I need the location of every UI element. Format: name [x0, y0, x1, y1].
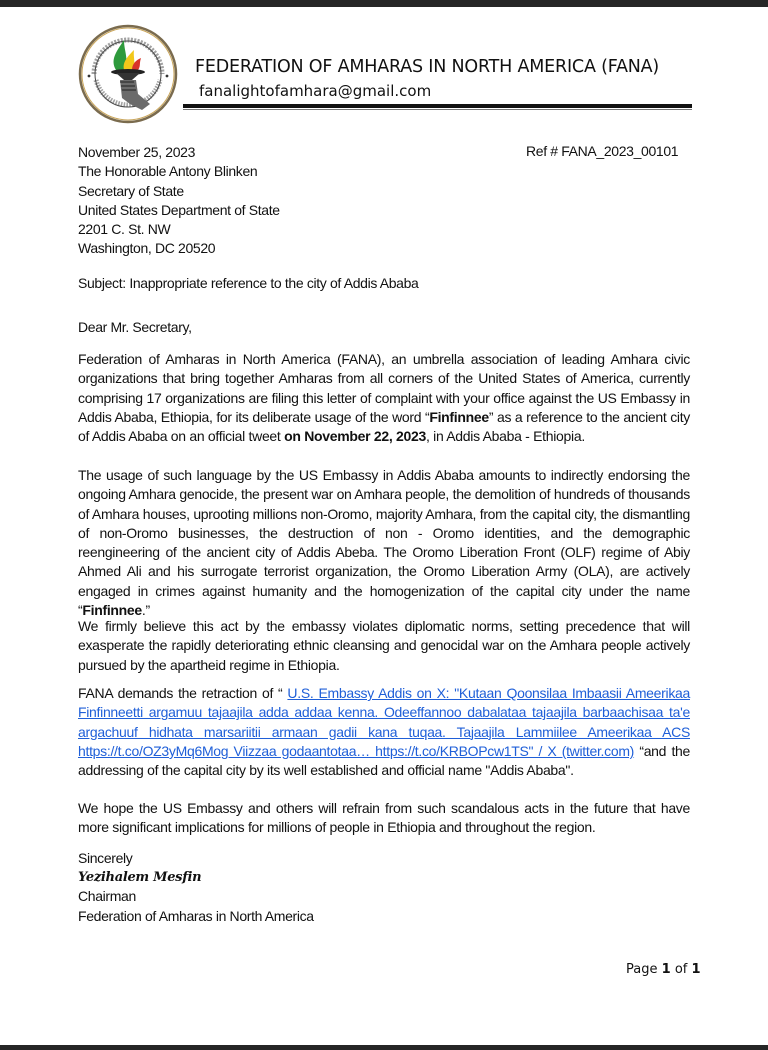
paragraph-1-text: ” as a reference to the ancient city of Addis Ababa on an official tweet [78, 408, 690, 445]
header-rule [183, 104, 692, 108]
signature: Yezihalem Mesfin [78, 870, 202, 886]
header-rule-thin [183, 109, 692, 110]
paragraph-4-text: “and the addressing of the capital city by its well established and official name "Addis Ababa". [78, 742, 691, 779]
paragraph-1 [78, 350, 690, 446]
finfinnee-emphasis: Finfinnee [82, 602, 142, 619]
address-block [78, 143, 690, 259]
recipient-department: United States Department of State [78, 201, 280, 218]
paragraph-2-text: The usage of such language by the US Embassy in Addis Ababa amounts to indirectly endorsing the ongoing Amhara genocide, the present war on Amhara people, the demolition of hundreds of thousands of Amhara houses, uprooting millions non-Oromo, majority Amhara, from the capital city, the dismantling of non-Oromo businesses, the destruction of non - Oromo identities, and the demographic reengineering of the ancient city of Addis Abeba. The Oromo Liberation Front (OLF) regime of Abiy Ahmed Ali and his surrogate terrorist organization, the Oromo Liberation Army (OLA), are actively engaged in crimes against humanity and the homogenization of the capital city under the name “ [78, 467, 690, 619]
signer-organization: Federation of Amharas in North America [78, 907, 314, 924]
closing: Sincerely [78, 850, 133, 866]
page-number [626, 962, 701, 977]
recipient-name: The Honorable Antony Blinken [78, 163, 258, 180]
organization-email: fanalightofamhara@gmail.com [199, 82, 432, 100]
salutation [78, 318, 690, 337]
paragraph-2 [78, 466, 690, 620]
recipient-city: Washington, DC 20520 [78, 240, 216, 257]
salutation-text: Dear Mr. Secretary, [78, 319, 192, 335]
of-label: of [674, 962, 688, 977]
paragraph-5: We hope the US Embassy and others will refrain from such scandalous acts in the future that have more significant implications for millions of people in Ethiopia and throughout the region. [78, 800, 690, 836]
reference-number: Ref # FANA_2023_00101 [526, 143, 679, 159]
recipient-title: Secretary of State [78, 182, 184, 199]
current-page: 1 [661, 962, 671, 977]
subject-line [78, 274, 690, 293]
organization-name: FEDERATION OF AMHARAS IN NORTH AMERICA (FANA) [195, 57, 660, 77]
closing-block [78, 849, 690, 926]
finfinnee-emphasis: Finfinnee [429, 408, 489, 425]
bottom-frame-bar [0, 1045, 768, 1050]
paragraph-1-text: , in Addis Ababa - Ethiopia. [425, 428, 585, 445]
total-pages: 1 [691, 962, 701, 977]
paragraph-4 [78, 684, 690, 780]
top-frame-bar [0, 0, 768, 7]
date-emphasis: on November 22, 2023 [284, 428, 426, 445]
paragraph-4-text: FANA demands the retraction of “ [78, 685, 288, 701]
torch-emblem-icon [78, 24, 178, 124]
paragraph-2-text: .” [141, 602, 150, 619]
page-label: Page [626, 962, 658, 977]
paragraph-1-text: Federation of Amharas in North America (FANA), an umbrella association of leading Amhara civic organizations that bring together Amharas from all corners of the United States of America, currently comprising 17 organizations are filing this letter of complaint with your office against the US Embassy in Addis Ababa, Ethiopia, for its deliberate usage of the word “ [78, 351, 690, 425]
letter-date: November 25, 2023 [78, 144, 196, 160]
recipient-street: 2201 C. St. NW [78, 221, 171, 238]
paragraph-3: We firmly believe this act by the embassy violates diplomatic norms, setting precedence that will exasperate the rapidly deteriorating ethnic cleansing and genocidal war on the Amhara people actively pursued by the apartheid regime in Ethiopia. [78, 618, 690, 673]
signer-title: Chairman [78, 888, 136, 905]
subject-text: Subject: Inappropriate reference to the city of Addis Ababa [78, 275, 419, 291]
tweet-link[interactable]: U.S. Embassy Addis on X: "Kutaan Qoonsilaa Imbaasii Ameerikaa Finfinneetti argamuu tajaajila adda addaa kenna. Odeeffannoo dabalataa tajaajila barbaachisaa ta'e argachuuf hidhata marsariitii armaan gadii kana tuqaa. Tajaajila Lammiilee Ameerikaa ACS https://t.co/OZ3yMq6Mog Viizzaa godaantotaa… https://t.co/KRBOPcw1TS" / X (twitter.com) [78, 685, 690, 759]
